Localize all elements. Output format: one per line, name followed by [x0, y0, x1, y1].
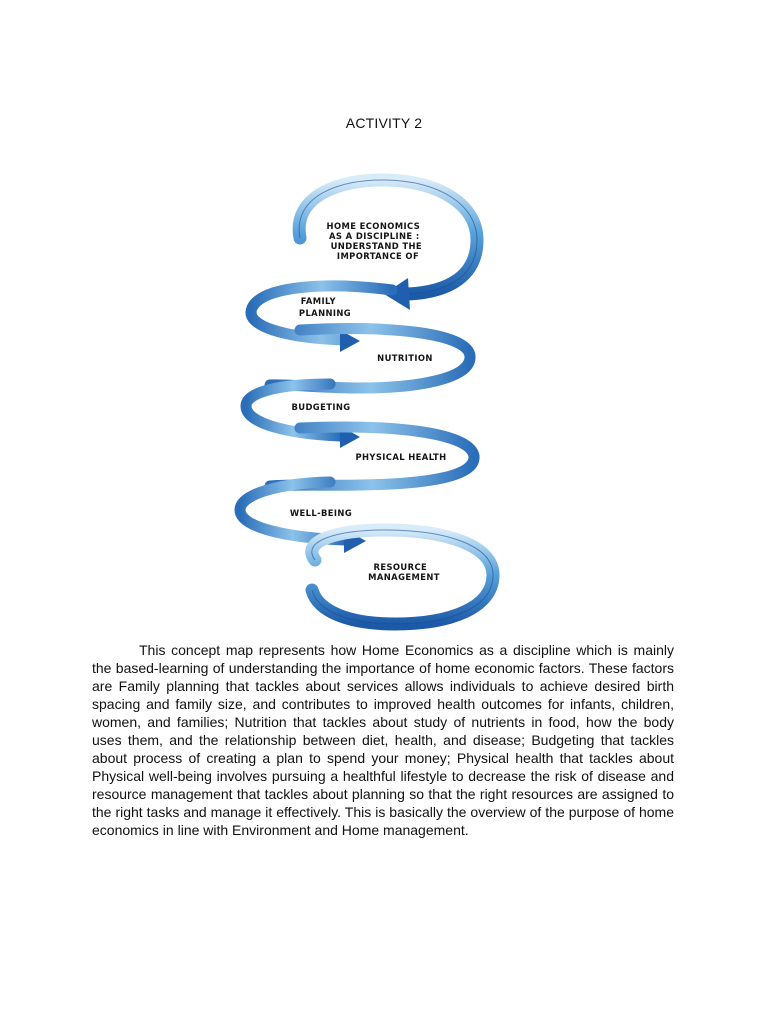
node-physical-health: PHYSICAL HEALTH [355, 452, 447, 462]
page-title: ACTIVITY 2 [345, 115, 423, 131]
node-family-planning: FAMILY PLANNING [298, 296, 352, 318]
loop-budgeting [246, 384, 360, 448]
node-resource-management: RESOURCE MANAGEMENT [368, 562, 440, 582]
node-budgeting: BUDGETING [291, 402, 351, 412]
body-paragraph: This concept map represents how Home Economics as a discipline which is mainly the based-learning of understanding the importance of home economic factors. These factors are Family planning that tackles about services allows individuals to achieve desired birth spacing and family size, and contributes to improved health outcomes for infants, children, women, and families; Nutrition that tackles about study of nutrients in food, how the body uses them, and the relationship between diet, health, and disease; Budgeting that tackles about process of creating a plan to spend your money; Physical health that tackles about Physical well-being involves pursuing a healthful lifestyle to decrease the risk of disease and resource management that tackles about planning so that the right resources are assigned to the right tasks and manage it effectively. This is basically the overview of the purpose of home economics in line with Environment and Home management. [92, 642, 674, 838]
node-well-being: WELL-BEING [289, 508, 353, 518]
node-nutrition: NUTRITION [377, 353, 433, 363]
node-home-economics: HOME ECONOMICS AS A DISCIPLINE : UNDERSTAND THE IMPORTANCE OF [326, 221, 423, 261]
